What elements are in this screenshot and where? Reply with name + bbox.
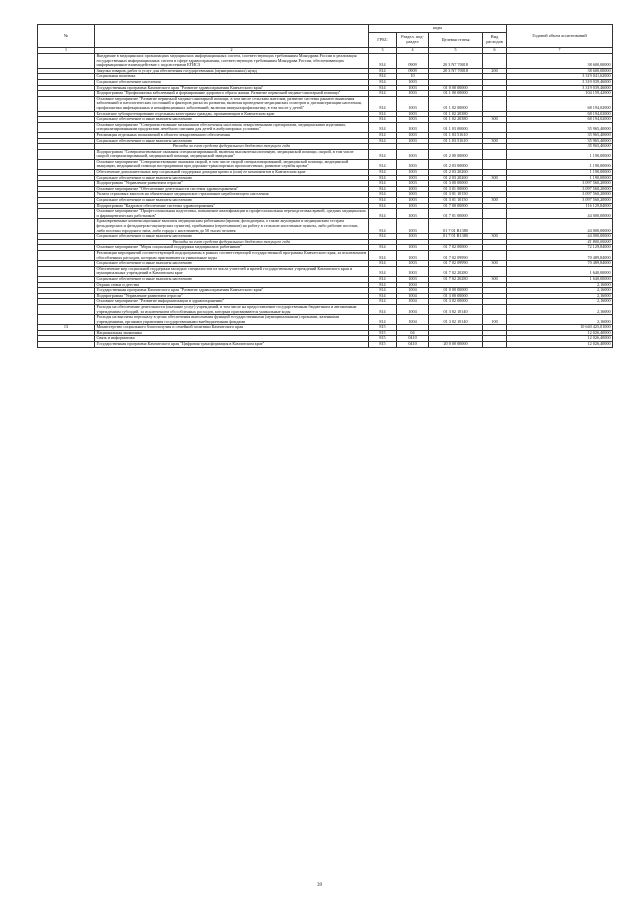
budget-sheet [37, 24, 612, 348]
row-amount: 3 319 041,62000 [507, 74, 613, 80]
row-grbs: 814 [369, 96, 397, 111]
row-razdel: 1004 [397, 288, 429, 294]
row-number [38, 96, 95, 111]
row-celevaya: 01 1 02 20380 [429, 117, 483, 123]
row-amount: 35 965,40000 [507, 132, 613, 138]
table-body [38, 54, 613, 348]
row-amount: 68 194,02000 [507, 117, 613, 123]
row-razdel: 1003 [397, 85, 429, 91]
table-row [38, 122, 613, 132]
row-razdel: 1003 [397, 209, 429, 219]
row-grbs: 814 [369, 234, 397, 240]
row-grbs: 814 [369, 198, 397, 204]
header-codes: коды [369, 25, 507, 33]
row-number [38, 315, 95, 325]
row-vid: 200 [483, 68, 507, 74]
row-grbs: 814 [369, 203, 397, 209]
row-amount: 70 489,84000 [507, 261, 613, 267]
row-razdel: 1003 [397, 192, 429, 198]
row-name: Уплата страховых взносов на обязательное медицинское страхование неработающего населения [95, 192, 369, 198]
row-amount: 2,16000 [507, 282, 613, 288]
row-celevaya: 01 0 00 00000 [429, 288, 483, 294]
row-celevaya: 01 1 03 51610 [429, 138, 483, 144]
row-celevaya: 01 3 02 10140 [429, 304, 483, 314]
row-name: Основное мероприятие "Развитие первичной медико-санитарной помощи, в том числе сельским жителям, развитие системы раннего выявления заболеваний и патологических состояний и факторов риска их развития, включая проведение медицинских осмотров и диспансеризации населения, профилактика инфекционных и неинфекционных заболеваний, включая иммунопрофилактику, в том числе у детей" [95, 96, 369, 111]
row-amount: 2,16000 [507, 299, 613, 305]
row-name: Единовременные компенсационные выплаты медицинским работникам (врачам, фельдшерам, а также акушеркам и медицинским сестрам фельдшерских и фельдшерско-акушерских пунктов), прибывшим (переехавшим) на работу в сельские населенные пункты, либо рабочие поселки, либо поселки городского типа, либо города с населением до 50 тысяч человек [95, 219, 369, 234]
column-index: 3 [369, 48, 397, 54]
row-vid [483, 54, 507, 69]
row-number [38, 149, 95, 159]
row-celevaya: 01 3 00 00000 [429, 293, 483, 299]
row-amount: 3 097 560,20000 [507, 192, 613, 198]
table-row [38, 54, 613, 69]
row-grbs: 814 [369, 149, 397, 159]
row-vid: 300 [483, 276, 507, 282]
row-celevaya: 01 7 02 09990 [429, 261, 483, 267]
row-grbs: 814 [369, 74, 397, 80]
row-amount: 3 097 560,20000 [507, 198, 613, 204]
row-celevaya: 01 2 03 20260 [429, 170, 483, 176]
row-vid [483, 149, 507, 159]
table-row [38, 159, 613, 169]
row-amount: 72 129,84000 [507, 245, 613, 251]
row-name: Реализация отдельных полномочий в области лекарственного обеспечения [95, 132, 369, 138]
row-amount: 1 190,00000 [507, 170, 613, 176]
table-row [38, 315, 613, 325]
row-razdel: 1004 [397, 304, 429, 314]
row-name: Обеспечение мер социальной поддержки молодых специалистов из числа учителей и врачей государственных учреждений Камчатского края и муниципальных учреждений в Камчатском крае [95, 266, 369, 276]
row-celevaya: 01 3 02 10140 [429, 315, 483, 325]
row-name: Внедрение в медицинских организациях медицинских информационных систем, соответствующих требованиям Минздрава России и реализация государственных информационных систем в сфере здравоохранения, соответствующих требованиям Минздрава России, обеспечивающих информационное взаимодействие с подсистемами ЕГИСЗ [95, 54, 369, 69]
row-name: Основное мероприятие "Меры социальной поддержки медицинских работников" [95, 245, 369, 251]
budget-table [37, 24, 613, 348]
row-celevaya: 01 2 03 20260 [429, 175, 483, 181]
row-razdel: 1003 [397, 186, 429, 192]
row-name: Связь и информатика [95, 336, 369, 342]
row-grbs: 814 [369, 111, 397, 117]
row-vid: 300 [483, 175, 507, 181]
row-celevaya: 01 2 00 00000 [429, 149, 483, 159]
row-amount: 68 194,02000 [507, 111, 613, 117]
row-celevaya: 01 3 01 10150 [429, 192, 483, 198]
row-razdel: 1003 [397, 159, 429, 169]
row-number [38, 250, 95, 260]
row-razdel: 1003 [397, 245, 429, 251]
row-name: Социальная политика [95, 74, 369, 80]
column-index: 1 [38, 48, 95, 54]
row-celevaya: 01 7 02 09990 [429, 250, 483, 260]
row-razdel: 1003 [397, 79, 429, 85]
row-grbs: 814 [369, 159, 397, 169]
row-name: Государственная программа Камчатского края "Развитие здравоохранения Камчатского края" [95, 85, 369, 91]
row-number [38, 266, 95, 276]
row-razdel: 1003 [397, 276, 429, 282]
row-number [38, 159, 95, 169]
row-name: Социальное обеспечение и иные выплаты населению [95, 138, 369, 144]
row-celevaya: 01 7 02 20280 [429, 276, 483, 282]
row-name: Социальное обеспечение и иные выплаты населению [95, 234, 369, 240]
row-grbs: 814 [369, 122, 397, 132]
row-amount: 2,16000 [507, 315, 613, 325]
row-razdel: 1004 [397, 282, 429, 288]
row-name: Государственная программа Камчатского края "Развитие здравоохранения Камчатского края" [95, 288, 369, 294]
row-number: 13 [38, 325, 95, 331]
row-vid: 300 [483, 234, 507, 240]
row-grbs: 814 [369, 68, 397, 74]
row-name: Министерство социального благополучия и семейной политики Камчатского края [95, 325, 369, 331]
row-amount: 41 800,00000 [507, 239, 613, 245]
row-grbs: 814 [369, 245, 397, 251]
row-amount: 12 026,40000 [507, 336, 613, 342]
row-amount: 2,16000 [507, 304, 613, 314]
row-razdel: 1003 [397, 266, 429, 276]
row-name: Расходы за счет средств федерального бюджета текущего года [95, 239, 369, 245]
row-vid [483, 266, 507, 276]
column-index: 6 [483, 48, 507, 54]
row-celevaya: 01 1 03 00000 [429, 122, 483, 132]
row-grbs: 814 [369, 54, 397, 69]
row-celevaya: 01 7 00 00000 [429, 203, 483, 209]
row-name: Реализация мероприятий соответствующей подпрограммы в рамках соответствующей государственной программы Камчатского края, за исключением обособленных расходов, которым присваиваются уникальные коды [95, 250, 369, 260]
header-num: № [38, 25, 95, 48]
row-amount: 35 965,40000 [507, 138, 613, 144]
row-grbs: 814 [369, 85, 397, 91]
row-name: Подпрограмма "Совершенствование оказания специализированной, включая высокотехнологичную, медицинской помощи, скорой, в том числе скорой специализированной, медицинской помощи, медицинской эвакуации" [95, 149, 369, 159]
row-amount: 35 965,40000 [507, 122, 613, 132]
row-razdel: 1003 [397, 261, 429, 267]
row-vid [483, 342, 507, 348]
header-grbs: ГРБС [369, 33, 397, 48]
header-celevaya: Целевая статья [429, 33, 483, 48]
row-amount: 1 190,00000 [507, 159, 613, 169]
row-razdel: 1004 [397, 315, 429, 325]
row-celevaya: 01 3 02 00000 [429, 299, 483, 305]
header-annual: Годовой объем ассигнований [507, 25, 613, 48]
row-number [38, 304, 95, 314]
row-amount: 38 600,00000 [507, 54, 613, 69]
row-razdel: 1003 [397, 138, 429, 144]
row-name: Основное мероприятие "Совершенствование оказания скорой, в том числе скорой специализированной, медицинской помощи, медицинской эвакуации, медицинской помощи пострадавшим при дорожно-транспортных происшествиях, развитие службы крови" [95, 159, 369, 169]
row-razdel: 1003 [397, 117, 429, 123]
row-amount: 1 190,00000 [507, 149, 613, 159]
row-name: Основное мероприятие "Профессиональная подготовка, повышение квалификации и профессиональная переподготовка врачей, средних медицинских и фармацевтических работников" [95, 209, 369, 219]
row-grbs: 814 [369, 250, 397, 260]
row-celevaya: 01 3 01 00000 [429, 186, 483, 192]
row-amount: 2,16000 [507, 288, 613, 294]
row-razdel: 0909 [397, 54, 429, 69]
row-number [38, 219, 95, 234]
row-grbs: 814 [369, 209, 397, 219]
row-razdel: 1003 [397, 122, 429, 132]
row-amount: 38 600,00000 [507, 68, 613, 74]
row-amount: 44 000,00000 [507, 219, 613, 234]
row-amount: 12 026,40000 [507, 330, 613, 336]
row-razdel: 0410 [397, 342, 429, 348]
row-number [38, 122, 95, 132]
row-grbs: 815 [369, 325, 397, 331]
row-grbs: 815 [369, 342, 397, 348]
row-grbs: 814 [369, 315, 397, 325]
row-vid [483, 304, 507, 314]
row-name: Расходы за счет средств федерального бюджета текущего года [95, 144, 369, 150]
table-row [38, 219, 613, 234]
row-grbs: 814 [369, 79, 397, 85]
header-razdel: Раздел, под-раздел [397, 33, 429, 48]
row-celevaya: 20 0 00 00000 [429, 342, 483, 348]
row-grbs: 814 [369, 266, 397, 276]
row-razdel: 1003 [397, 91, 429, 97]
row-grbs: 815 [369, 330, 397, 336]
row-celevaya: 01 7 01 00000 [429, 209, 483, 219]
row-razdel: 1003 [397, 181, 429, 187]
row-amount: 1 640,00000 [507, 266, 613, 276]
row-celevaya: 01 7 02 00000 [429, 245, 483, 251]
row-grbs: 814 [369, 170, 397, 176]
column-index: 4 [397, 48, 429, 54]
row-name: Социальное обеспечение и иные выплаты населению [95, 261, 369, 267]
row-razdel: 10 [397, 74, 429, 80]
row-razdel: 1003 [397, 96, 429, 111]
row-razdel: 1003 [397, 175, 429, 181]
row-grbs: 814 [369, 192, 397, 198]
row-name: Расходы на выплаты персоналу в целях обеспечения выполнения функций государственными (муниципальными) органами, казенными учреждениями, органами управления государственными внебюджетными фондами [95, 315, 369, 325]
row-number [38, 209, 95, 219]
row-celevaya: 01 7 01 R1380 [429, 219, 483, 234]
row-name: Основное мероприятие "Обеспечение деятельности системы здравоохранения" [95, 186, 369, 192]
row-amount: 3 097 560,20000 [507, 186, 613, 192]
row-celevaya: 01 1 02 20380 [429, 111, 483, 117]
row-vid: 300 [483, 198, 507, 204]
row-name: Национальная экономика [95, 330, 369, 336]
row-name: Основное мероприятие "Совершенствование механизмов обеспечения населения лекарственными препаратами, медицинскими изделиями, специализированными продуктами лечебного питания для детей в амбулаторных условиях" [95, 122, 369, 132]
row-celevaya: 01 1 02 00000 [429, 96, 483, 111]
row-vid: 300 [483, 261, 507, 267]
row-name: Закупка товаров, работ и услуг для обеспечения государственных (муниципальных) нужд [95, 68, 369, 74]
row-razdel: 0410 [397, 336, 429, 342]
row-grbs: 814 [369, 261, 397, 267]
row-razdel: 0909 [397, 68, 429, 74]
table-row [38, 266, 613, 276]
row-amount: 2,16000 [507, 293, 613, 299]
row-razdel: 1003 [397, 149, 429, 159]
row-grbs: 814 [369, 293, 397, 299]
row-vid [483, 96, 507, 111]
row-name: Социальное обеспечение и иные выплаты населению [95, 198, 369, 204]
row-vid [483, 250, 507, 260]
row-grbs: 814 [369, 117, 397, 123]
row-grbs: 814 [369, 181, 397, 187]
row-number [38, 342, 95, 348]
row-name: Социальное обеспечение и иные выплаты населению [95, 175, 369, 181]
row-amount: 10 640 425,01000 [507, 325, 613, 331]
header-vid: Вид расходов [483, 33, 507, 48]
row-name: Основное мероприятие "Развитие информатизации в здравоохранении" [95, 299, 369, 305]
row-celevaya: 01 7 02 20280 [429, 266, 483, 276]
row-razdel: 1003 [397, 203, 429, 209]
row-amount: 3 319 039,46000 [507, 85, 613, 91]
row-grbs: 814 [369, 132, 397, 138]
column-index: 7 [507, 48, 613, 54]
row-name: Обеспечение дополнительных мер социальной поддержки донорам крови и (или) ее компонентов в Камчатском крае [95, 170, 369, 176]
row-grbs: 814 [369, 282, 397, 288]
row-grbs: 814 [369, 304, 397, 314]
row-vid: 100 [483, 315, 507, 325]
row-grbs: 814 [369, 138, 397, 144]
row-name: Подпрограмма "Управление развитием отрасли" [95, 293, 369, 299]
row-name: Социальное обеспечение и иные выплаты населению [95, 117, 369, 123]
row-celevaya: 20 3 N7 70018 [429, 54, 483, 69]
table-row [38, 149, 613, 159]
row-razdel: 04 [397, 330, 429, 336]
row-grbs: 814 [369, 91, 397, 97]
row-name: Бесплатное зубопротезирование отдельным категориям граждан, проживающим в Камчатском крае [95, 111, 369, 117]
row-vid [483, 209, 507, 219]
row-grbs: 814 [369, 276, 397, 282]
table-row [38, 96, 613, 111]
row-razdel: 1003 [397, 198, 429, 204]
row-amount: 3 097 560,20000 [507, 181, 613, 187]
row-celevaya: 01 1 00 00000 [429, 91, 483, 97]
row-celevaya: 01 3 01 10150 [429, 198, 483, 204]
row-razdel: 1003 [397, 234, 429, 240]
page-number: 39 [317, 883, 322, 888]
row-name: Подпрограмма "Управление развитием отрасли" [95, 181, 369, 187]
header-name [95, 25, 369, 48]
row-grbs: 814 [369, 175, 397, 181]
row-name: Подпрограмма "Кадровое обеспечение системы здравоохранения" [95, 203, 369, 209]
row-vid: 300 [483, 117, 507, 123]
table-row [38, 304, 613, 314]
row-razdel: 1004 [397, 299, 429, 305]
row-amount: 12 026,40000 [507, 342, 613, 348]
table-row [38, 342, 613, 348]
row-amount: 44 000,00000 [507, 209, 613, 219]
row-name: Государственная программа Камчатского края "Цифровая трансформация в Камчатском крае" [95, 342, 369, 348]
row-razdel: 1003 [397, 170, 429, 176]
row-amount: 1 190,00000 [507, 175, 613, 181]
row-grbs: 814 [369, 288, 397, 294]
row-grbs: 814 [369, 219, 397, 234]
row-grbs: 814 [369, 299, 397, 305]
row-amount: 116 129,84000 [507, 203, 613, 209]
row-grbs: 814 [369, 186, 397, 192]
row-name: Социальное обеспечение и иные выплаты населению [95, 276, 369, 282]
row-celevaya: 01 0 00 00000 [429, 85, 483, 91]
row-vid [483, 219, 507, 234]
row-celevaya: 01 2 03 00000 [429, 159, 483, 169]
row-name: Охрана семьи и детства [95, 282, 369, 288]
table-row [38, 209, 613, 219]
row-name: Расходы на обеспечение деятельности (оказание услуг) учреждений, в том числе на предоставление государственным бюджетным и автономным учреждениям субсидий, за исключением обособленных расходов, которым присваиваются уникальные коды [95, 304, 369, 314]
row-name: Подпрограмма "Профилактика заболеваний и формирование здорового образа жизни. Развитие первичной медико-санитарной помощи" [95, 91, 369, 97]
row-amount: 68 194,02000 [507, 96, 613, 111]
row-celevaya: 01 1 03 51610 [429, 132, 483, 138]
row-celevaya: 20 3 N7 70018 [429, 68, 483, 74]
row-razdel: 1003 [397, 111, 429, 117]
row-razdel: 1003 [397, 250, 429, 260]
row-razdel: 1003 [397, 132, 429, 138]
row-celevaya: 01 7 01 R1380 [429, 234, 483, 240]
row-razdel: 1003 [397, 219, 429, 234]
column-index: 5 [429, 48, 483, 54]
row-razdel: 1004 [397, 293, 429, 299]
column-index: 2 [95, 48, 369, 54]
row-vid [483, 122, 507, 132]
row-name: Социальное обеспечение населения [95, 79, 369, 85]
row-amount: 1 640,00000 [507, 276, 613, 282]
row-vid: 300 [483, 138, 507, 144]
row-amount: 3 319 039,46000 [507, 79, 613, 85]
table-row [38, 250, 613, 260]
row-amount: 104 159,42000 [507, 91, 613, 97]
row-grbs: 815 [369, 336, 397, 342]
row-vid [483, 159, 507, 169]
row-celevaya: 01 3 00 00000 [429, 181, 483, 187]
row-amount: 35 965,40000 [507, 144, 613, 150]
row-amount: 70 489,84000 [507, 250, 613, 260]
row-number [38, 54, 95, 69]
row-amount: 44 000,00000 [507, 234, 613, 240]
